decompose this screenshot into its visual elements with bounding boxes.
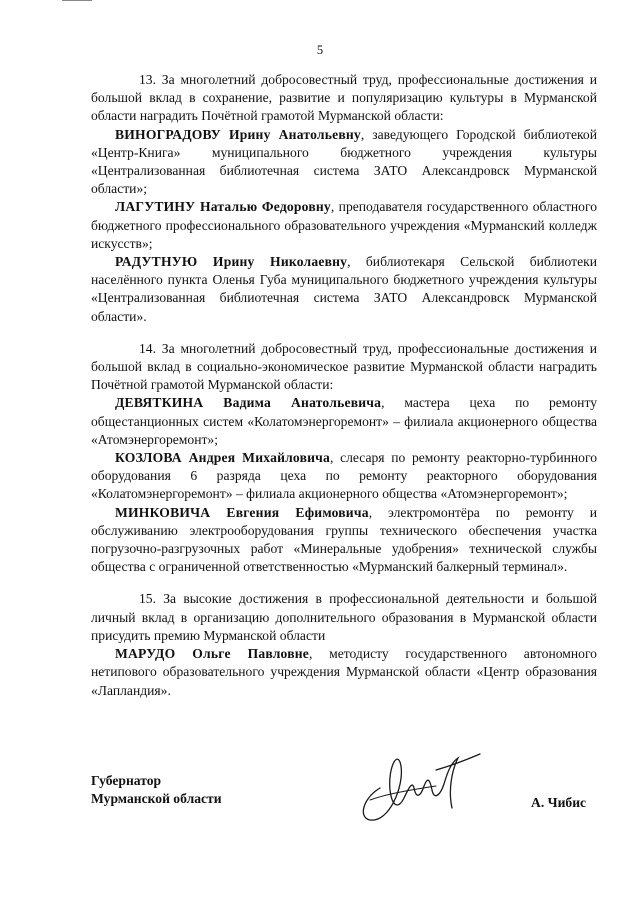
recipient-name: КОЗЛОВА Андрея Михайловича (115, 450, 331, 466)
page-number: 5 (316, 43, 324, 57)
recipient-description: , мастера цеха по ремонту общестанционных систем «Колатомэнергоремонт» – филиала акционерного общества «Атомэнергоремонт»; (91, 395, 598, 447)
handwritten-signature (340, 740, 490, 830)
section-15-intro: 15. За высокие достижения в профессиональной деятельности и большой личный вклад в организацию дополнительного образования в Мурманской области присудить премию Мурманской области (91, 591, 597, 643)
document-body (91, 71, 597, 700)
recipient-paragraph (91, 449, 597, 504)
recipient-name: РАДУТНУЮ Ирину Николаевну (115, 254, 348, 270)
recipient-paragraph (91, 253, 597, 326)
signatory-title-line: Мурманской области (91, 791, 222, 806)
recipient-paragraph (91, 645, 597, 700)
recipient-name: МАРУДО Ольге Павловне (115, 646, 310, 662)
signer-name: А. Чибис (531, 795, 587, 810)
recipient-paragraph (91, 198, 597, 253)
recipient-description: , преподавателя государственного областного бюджетного профессионального образовательного учреждения «Мурманский колледж искусств»; (91, 199, 597, 251)
recipient-name: МИНКОВИЧА Евгения Ефимовича (115, 504, 369, 520)
recipient-paragraph (91, 394, 597, 449)
recipient-description: , библиотекаря Сельской библиотеки населённого пункта Оленья Губа муниципального бюджетного учреждения культуры «Централизованная библиотечная система ЗАТО Александровск Мурманской области». (91, 254, 598, 324)
recipient-description: , электромонтёра по ремонту и обслуживанию электрооборудования группы технического обеспечения участка погрузочно-разгрузочных работ «Минеральные удобрения» технической службы общества с ограниченной ответственностью «Мурманский балкерный терминал». (91, 504, 597, 575)
recipient-name: ДЕВЯТКИНА Вадима Анатольевича (115, 395, 382, 411)
recipient-paragraph (91, 504, 597, 577)
recipient-description: , методисту государственного автономного нетипового образовательного учреждения Мурманской области «Центр образования «Лапландия». (91, 646, 597, 698)
recipient-name: ВИНОГРАДОВУ Ирину Анатольевну (115, 126, 361, 142)
recipient-name: ЛАГУТИНУ Наталью Федоровну (115, 199, 331, 215)
signatory-title (91, 772, 222, 808)
recipient-description: , слесаря по ремонту реакторно-турбинного оборудования 6 разряда цеха по ремонту реакторного оборудования «Колатомэнергоремонт» – филиала акционерного общества «Атомэнергоремонт»; (91, 450, 597, 502)
top-edge-mark (62, 0, 92, 1)
recipient-paragraph (91, 126, 597, 199)
recipient-description: , заведующего Городской библиотекой «Центр-Книга» муниципального бюджетного учреждения культуры «Централизованная библиотечная система ЗАТО Александровск Мурманской области»; (91, 126, 597, 197)
section-14-intro: 14. За многолетний добросовестный труд, профессиональные достижения и большой вклад в социально-экономическое развитие Мурманской области наградить Почётной грамотой Мурманской области: (91, 340, 597, 393)
signatory-title-line: Губернатор (91, 773, 162, 788)
section-13-intro: 13. За многолетний добросовестный труд, профессиональные достижения и большой вклад в сохранение, развитие и популяризацию культуры в Мурманской области наградить Почётной грамотой Мурманской области: (91, 72, 597, 124)
